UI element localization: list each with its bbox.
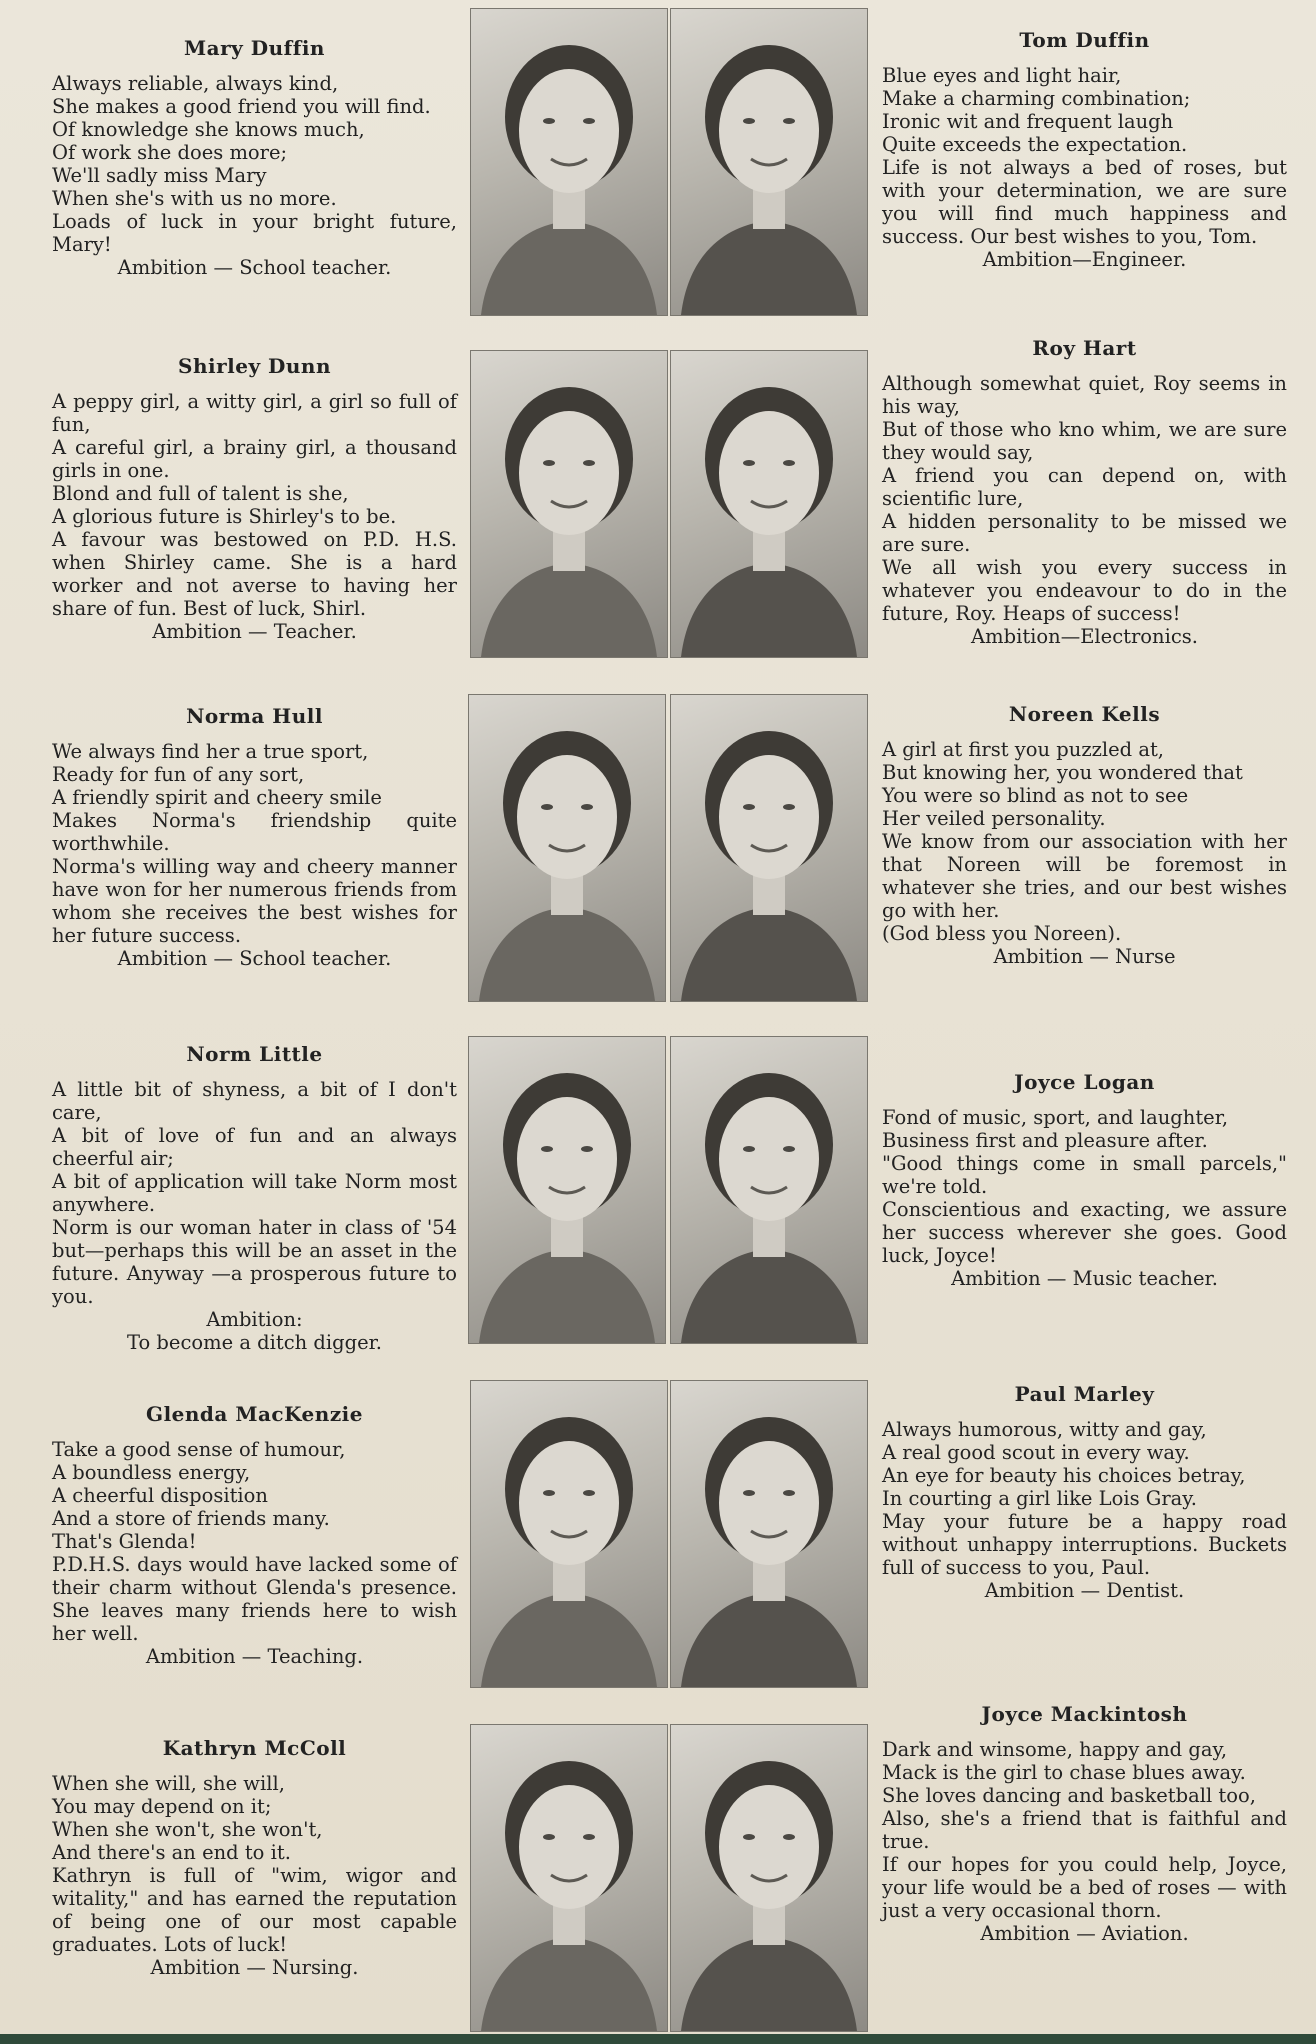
portrait-photo-norm-little xyxy=(468,1036,666,1344)
entry-tom-duffin xyxy=(882,28,1287,271)
student-ambition: Ambition—Engineer. xyxy=(982,248,1187,271)
portrait-photo-shirley-dunn xyxy=(470,350,668,658)
portrait-photo-joyce-logan xyxy=(670,1036,868,1344)
entry-joyce-mackintosh xyxy=(882,1702,1287,1945)
portrait-photo-joyce-mackintosh xyxy=(670,1724,868,2032)
student-name: Paul Marley xyxy=(1014,1382,1155,1406)
portrait-silhouette-icon xyxy=(471,9,667,315)
portrait-silhouette-icon xyxy=(471,351,667,657)
student-name: Kathryn McColl xyxy=(162,1736,347,1760)
entry-glenda-mackenzie xyxy=(52,1402,457,1668)
student-ambition: Ambition—Electronics. xyxy=(971,625,1198,648)
entry-roy-hart xyxy=(882,336,1287,648)
portrait-silhouette-icon xyxy=(471,1381,667,1687)
portrait-silhouette-icon xyxy=(671,1037,867,1343)
student-bio: Dark and winsome, happy and gay, Mack is the girl to chase blues away. She loves dancing and basketball too, Also, she's a friend that is faithful and true. If our hopes for you could help, Joyce, your life would be a bed of roses — with just a very occasional thorn. xyxy=(882,1738,1287,1922)
student-ambition: Ambition — Aviation. xyxy=(980,1922,1189,1945)
student-ambition: Ambition — Teaching. xyxy=(145,1645,364,1668)
entry-joyce-logan xyxy=(882,1070,1287,1290)
portrait-photo-tom-duffin xyxy=(670,8,868,316)
student-ambition: Ambition — Nursing. xyxy=(150,1956,359,1979)
student-name: Norma Hull xyxy=(186,704,323,728)
student-ambition: Ambition — Dentist. xyxy=(984,1579,1185,1602)
student-ambition: Ambition — School teacher. xyxy=(117,947,392,970)
student-bio: We always find her a true sport, Ready for fun of any sort, A friendly spirit and cheery smile Makes Norma's friendship quite worthwhile. Norma's willing way and cheery manner have won for her numerous friends from whom she receives the best wishes for her future success. xyxy=(52,740,457,947)
portrait-silhouette-icon xyxy=(469,1037,665,1343)
student-bio: A peppy girl, a witty girl, a girl so full of fun, A careful girl, a brainy girl, a thousand girls in one. Blond and full of talent is she, A glorious future is Shirley's to be. A favour was bestowed on P.D. H.S. when Shirley came. She is a hard worker and not averse to having her share of fun. Best of luck, Shirl. xyxy=(52,390,457,620)
portrait-photo-roy-hart xyxy=(670,350,868,658)
portrait-photo-paul-marley xyxy=(670,1380,868,1688)
student-name: Mary Duffin xyxy=(184,36,325,60)
portrait-photo-kathryn-mccoll xyxy=(470,1724,668,2032)
student-name: Noreen Kells xyxy=(1008,702,1161,726)
entry-norm-little xyxy=(52,1042,457,1354)
portrait-silhouette-icon xyxy=(671,1381,867,1687)
portrait-silhouette-icon xyxy=(671,695,867,1001)
student-name: Glenda MacKenzie xyxy=(145,1402,363,1426)
portrait-silhouette-icon xyxy=(671,351,867,657)
entry-paul-marley xyxy=(882,1382,1287,1602)
student-bio: Fond of music, sport, and laughter, Business first and pleasure after. "Good things come in small parcels," we're told. Conscientious and exacting, we assure her success wherever she goes. Good luck, Joyce! xyxy=(882,1106,1287,1267)
portrait-silhouette-icon xyxy=(671,9,867,315)
student-bio: Take a good sense of humour, A boundless energy, A cheerful disposition And a store of friends many. That's Glenda! P.D.H.S. days would have lacked some of their charm without Glenda's presence. She leaves many friends here to wish her well. xyxy=(52,1438,457,1645)
portrait-photo-noreen-kells xyxy=(670,694,868,1002)
student-bio: Blue eyes and light hair, Make a charming combination; Ironic wit and frequent laugh Quite exceeds the expectation. Life is not always a bed of roses, but with your determination, we are sure you will find much happiness and success. Our best wishes to you, Tom. xyxy=(882,64,1287,248)
student-name: Roy Hart xyxy=(1032,336,1137,360)
student-ambition: Ambition — Music teacher. xyxy=(951,1267,1218,1290)
portrait-photo-mary-duffin xyxy=(470,8,668,316)
entry-kathryn-mccoll xyxy=(52,1736,457,1979)
student-name: Joyce Mackintosh xyxy=(981,1702,1188,1726)
portrait-silhouette-icon xyxy=(469,695,665,1001)
student-bio: When she will, she will, You may depend on it; When she won't, she won't, And there's an end to it. Kathryn is full of "wim, wigor and witality," and has earned the reputation of being one of our most capable graduates. Lots of luck! xyxy=(52,1772,457,1956)
student-name: Shirley Dunn xyxy=(178,354,331,378)
student-bio: Always reliable, always kind, She makes a good friend you will find. Of knowledge she knows much, Of work she does more; We'll sadly miss Mary When she's with us no more. Loads of luck in your bright future, Mary! xyxy=(52,72,457,256)
student-bio: Although somewhat quiet, Roy seems in his way, But of those who kno whim, we are sure they would say, A friend you can depend on, with scientific lure, A hidden personality to be missed we are sure. We all wish you every success in whatever you endeavour to do in the future, Roy. Heaps of success! xyxy=(882,372,1287,625)
student-name: Joyce Logan xyxy=(1014,1070,1155,1094)
student-bio: A little bit of shyness, a bit of I don't care, A bit of love of fun and an always cheerful air; A bit of application will take Norm most anywhere. Norm is our woman hater in class of '54 but—perhaps this will be an asset in the future. Anyway —a prosperous future to you. xyxy=(52,1078,457,1308)
entry-noreen-kells xyxy=(882,702,1287,968)
student-bio: Always humorous, witty and gay, A real good scout in every way. An eye for beauty his choices betray, In courting a girl like Lois Gray. May your future be a happy road without unhappy interruptions. Buckets full of success to you, Paul. xyxy=(882,1418,1287,1579)
portrait-photo-glenda-mackenzie xyxy=(470,1380,668,1688)
entry-mary-duffin xyxy=(52,36,457,279)
portrait-silhouette-icon xyxy=(671,1725,867,2031)
portrait-silhouette-icon xyxy=(471,1725,667,2031)
student-ambition: Ambition — Teacher. xyxy=(152,620,357,643)
student-bio: A girl at first you puzzled at, But knowing her, you wondered that You were so blind as not to see Her veiled personality. We know from our association with her that Noreen will be foremost in whatever she tries, and our best wishes go with her. (God bless you Noreen). xyxy=(882,738,1287,945)
entry-norma-hull xyxy=(52,704,457,970)
student-ambition: Ambition — School teacher. xyxy=(117,256,392,279)
page-bottom-border xyxy=(0,2034,1316,2044)
student-name: Norm Little xyxy=(186,1042,323,1066)
portrait-photo-norma-hull xyxy=(468,694,666,1002)
entry-shirley-dunn xyxy=(52,354,457,643)
student-ambition: Ambition — Nurse xyxy=(993,945,1176,968)
student-ambition: Ambition: To become a ditch digger. xyxy=(126,1308,382,1354)
student-name: Tom Duffin xyxy=(1019,28,1150,52)
